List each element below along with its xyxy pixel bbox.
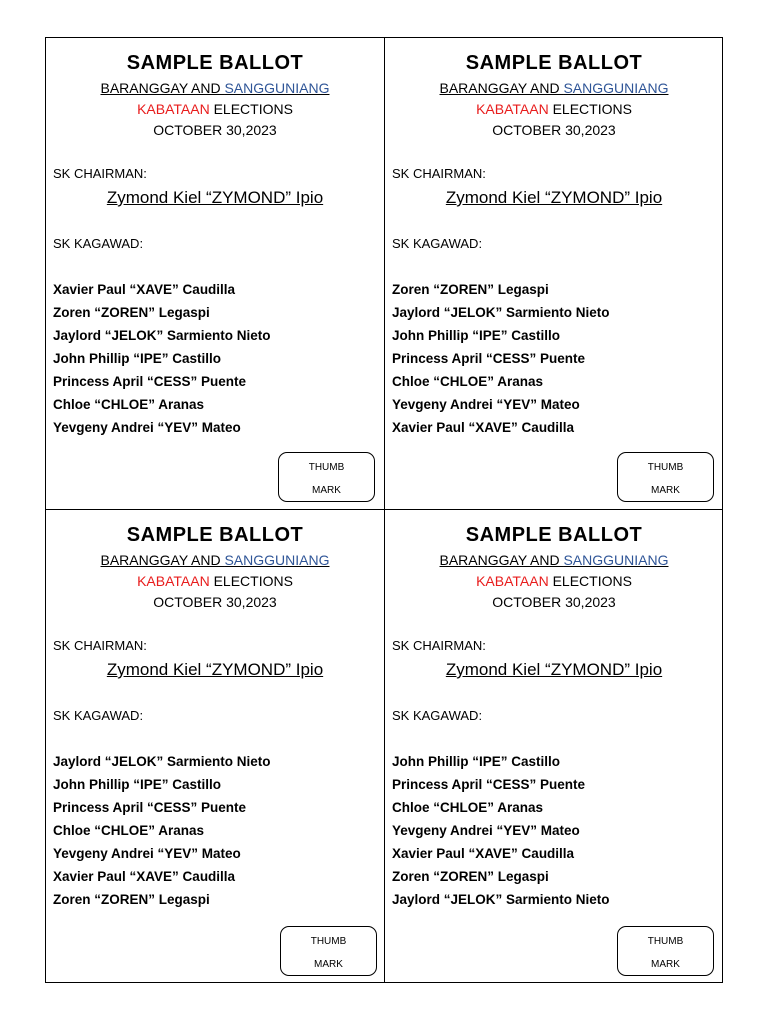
kagawad-candidate: Princess April “CESS” Puente (53, 374, 247, 389)
sk-kagawad-label: SK KAGAWAD: (53, 236, 144, 251)
kagawad-candidate: Yevgeny Andrei “YEV” Mateo (392, 823, 580, 838)
thumb-mark-label-2: MARK (651, 959, 680, 970)
kagawad-candidate: John Phillip “IPE” Castillo (392, 754, 561, 769)
thumb-mark-label-2: MARK (651, 485, 680, 496)
ballot-subtitle-line-2 (385, 573, 723, 589)
thumb-mark-box (278, 452, 375, 502)
elections-text: ELECTIONS (209, 101, 293, 117)
sk-kagawad-label: SK KAGAWAD: (392, 708, 483, 723)
kagawad-candidate: John Phillip “IPE” Castillo (53, 351, 222, 366)
sk-chairman-name: Zymond Kiel “ZYMOND” Ipio (106, 188, 324, 207)
kagawad-candidate: John Phillip “IPE” Castillo (53, 777, 222, 792)
baranggay-text: BARANGGAY AND (100, 80, 225, 96)
kagawad-candidate: Princess April “CESS” Puente (53, 800, 247, 815)
kagawad-candidate: Zoren “ZOREN” Legaspi (53, 892, 210, 907)
baranggay-text: BARANGGAY AND (439, 80, 564, 96)
kagawad-candidate: Chloe “CHLOE” Aranas (53, 397, 205, 412)
kagawad-candidate: Jaylord “JELOK” Sarmiento Nieto (392, 305, 610, 320)
kagawad-candidate: Xavier Paul “XAVE” Caudilla (392, 420, 575, 435)
sangguniang-text: SANGGUNIANG (224, 552, 330, 568)
thumb-mark-label-2: MARK (314, 959, 343, 970)
sk-kagawad-label: SK KAGAWAD: (53, 708, 144, 723)
sangguniang-text: SANGGUNIANG (563, 80, 669, 96)
ballot-subtitle-line-1 (46, 552, 384, 568)
ballot-subtitle-line-2 (385, 101, 723, 117)
kagawad-candidate-list (53, 750, 271, 911)
sample-ballot-1 (46, 38, 384, 509)
kagawad-candidate: Chloe “CHLOE” Aranas (392, 800, 544, 815)
sk-chairman-name: Zymond Kiel “ZYMOND” Ipio (445, 188, 663, 207)
ballot-title: SAMPLE BALLOT (126, 52, 304, 74)
sk-chairman-label: SK CHAIRMAN: (392, 638, 486, 653)
kagawad-candidate: Xavier Paul “XAVE” Caudilla (53, 869, 236, 884)
kagawad-candidate: Chloe “CHLOE” Aranas (53, 823, 205, 838)
ballot-subtitle-line-1 (385, 552, 723, 568)
thumb-mark-label-2: MARK (312, 485, 341, 496)
sample-ballot-3 (46, 510, 384, 981)
kagawad-candidate: Xavier Paul “XAVE” Caudilla (53, 282, 236, 297)
kabataan-text: KABATAAN (476, 101, 549, 117)
ballot-subtitle-line-1 (46, 80, 384, 96)
thumb-mark-label-1: THUMB (647, 462, 684, 473)
kagawad-candidate: Jaylord “JELOK” Sarmiento Nieto (392, 892, 610, 907)
kagawad-candidate-list (392, 750, 610, 911)
kagawad-candidate-list (53, 278, 271, 439)
baranggay-text: BARANGGAY AND (100, 552, 225, 568)
thumb-mark-label-1: THUMB (310, 936, 347, 947)
ballot-title: SAMPLE BALLOT (465, 524, 643, 546)
ballot-title: SAMPLE BALLOT (126, 524, 304, 546)
sk-chairman-label: SK CHAIRMAN: (392, 166, 486, 181)
baranggay-text: BARANGGAY AND (439, 552, 564, 568)
sample-ballot-4 (385, 510, 723, 981)
sample-ballot-2 (385, 38, 723, 509)
kagawad-candidate: Princess April “CESS” Puente (392, 777, 586, 792)
thumb-mark-box (617, 452, 714, 502)
thumb-mark-box (280, 926, 377, 976)
sk-chairman-label: SK CHAIRMAN: (53, 166, 147, 181)
sangguniang-text: SANGGUNIANG (224, 80, 330, 96)
kagawad-candidate: Jaylord “JELOK” Sarmiento Nieto (53, 754, 271, 769)
sangguniang-text: SANGGUNIANG (563, 552, 669, 568)
thumb-mark-label-1: THUMB (308, 462, 345, 473)
sk-kagawad-label: SK KAGAWAD: (392, 236, 483, 251)
ballot-subtitle-line-2 (46, 101, 384, 117)
elections-text: ELECTIONS (548, 573, 632, 589)
sk-chairman-label: SK CHAIRMAN: (53, 638, 147, 653)
kagawad-candidate: Yevgeny Andrei “YEV” Mateo (53, 420, 241, 435)
election-date: OCTOBER 30,2023 (153, 122, 277, 138)
sk-chairman-name: Zymond Kiel “ZYMOND” Ipio (106, 660, 324, 679)
ballot-title: SAMPLE BALLOT (465, 52, 643, 74)
kabataan-text: KABATAAN (137, 573, 210, 589)
kabataan-text: KABATAAN (476, 573, 549, 589)
kagawad-candidate: Zoren “ZOREN” Legaspi (392, 282, 549, 297)
kagawad-candidate: Princess April “CESS” Puente (392, 351, 586, 366)
kagawad-candidate: Yevgeny Andrei “YEV” Mateo (53, 846, 241, 861)
kagawad-candidate: Xavier Paul “XAVE” Caudilla (392, 846, 575, 861)
ballot-sheet (45, 37, 723, 983)
election-date: OCTOBER 30,2023 (492, 122, 616, 138)
kagawad-candidate: Zoren “ZOREN” Legaspi (392, 869, 549, 884)
kagawad-candidate: Zoren “ZOREN” Legaspi (53, 305, 210, 320)
kagawad-candidate: John Phillip “IPE” Castillo (392, 328, 561, 343)
election-date: OCTOBER 30,2023 (492, 594, 616, 610)
sk-chairman-name: Zymond Kiel “ZYMOND” Ipio (445, 660, 663, 679)
kagawad-candidate-list (392, 278, 610, 439)
kabataan-text: KABATAAN (137, 101, 210, 117)
elections-text: ELECTIONS (209, 573, 293, 589)
thumb-mark-box (617, 926, 714, 976)
kagawad-candidate: Chloe “CHLOE” Aranas (392, 374, 544, 389)
election-date: OCTOBER 30,2023 (153, 594, 277, 610)
ballot-subtitle-line-2 (46, 573, 384, 589)
kagawad-candidate: Yevgeny Andrei “YEV” Mateo (392, 397, 580, 412)
ballot-subtitle-line-1 (385, 80, 723, 96)
kagawad-candidate: Jaylord “JELOK” Sarmiento Nieto (53, 328, 271, 343)
elections-text: ELECTIONS (548, 101, 632, 117)
thumb-mark-label-1: THUMB (647, 936, 684, 947)
